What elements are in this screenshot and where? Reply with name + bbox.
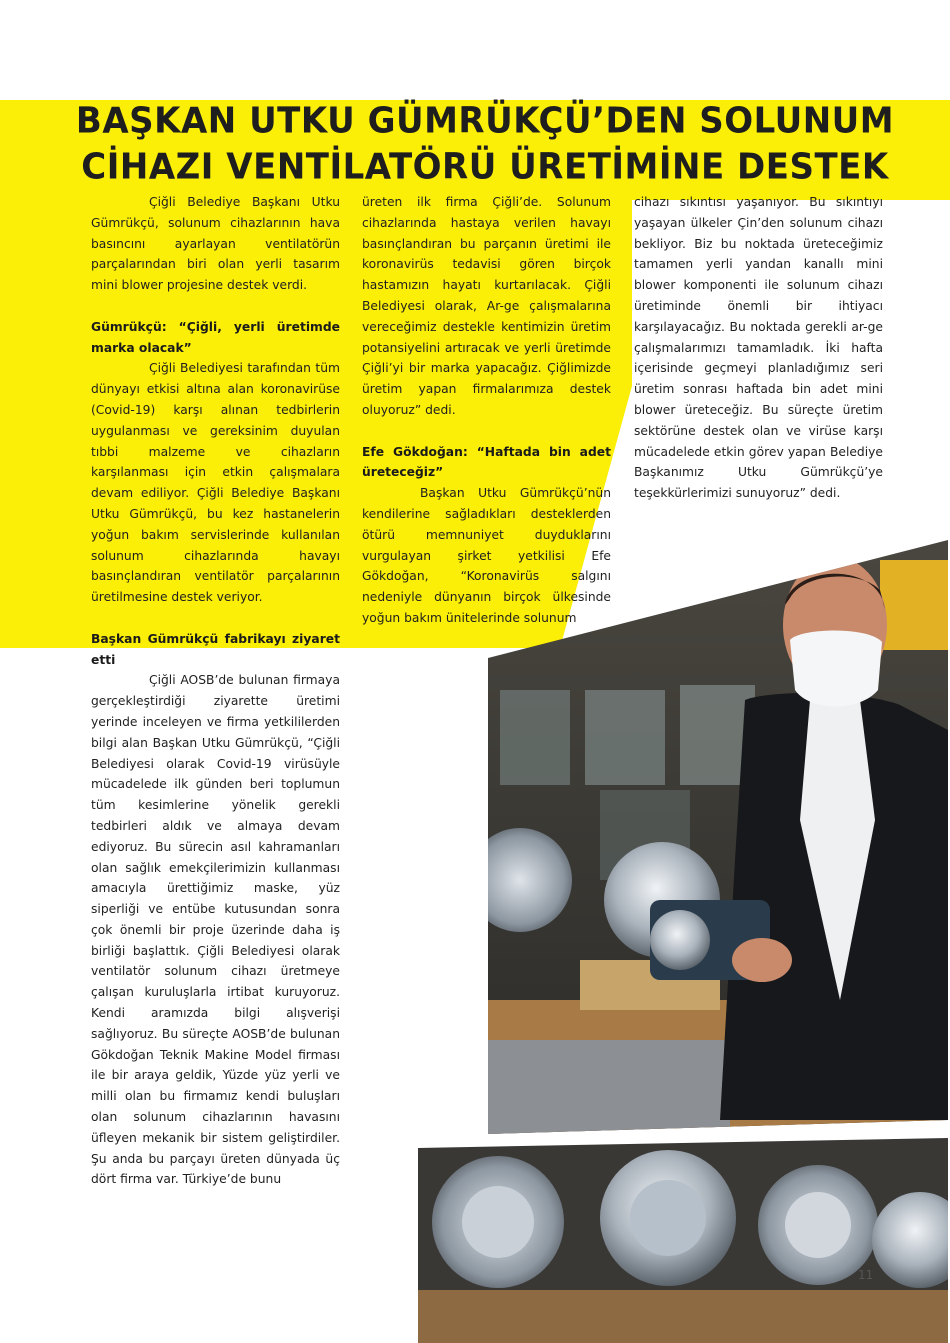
body-paragraph: Çiğli AOSB’de bulunan firmaya gerçekleştirdiği ziyarette üretimi yerinde inceleyen ve firma yetkililerden bilgi alan Başkan Utku Gümrükçü, “Çiğli Belediyesi olarak Covid-19 virüsüyle mücadelede ilk günden beri toplumun tüm kesimlerine yönelik gerekli tedbirleri aldık ve almaya devam ediyoruz. Bu sürecin asıl kahramanları olan sağlık emekçilerimizin kullanması amacıyla ürettiğimiz maske, yüz siperliği ve entübe kutusundan sonra çok önemli bir proje üzerinde daha iş birliği başlattık. Çiğli Belediyesi olarak ventilatör solunum cihazı üretmeye çalışan kuruluşlarla irtibat kuruyoruz. Kendi aramızda bilgi alışverişi sağlıyoruz. Bu süreçte AOSB’de bulunan Gökdoğan Teknik Makine Model firması ile bir araya geldik, Yüzde yüz yerli ve milli olan bu firmamız kendi buluşları olan solunum cihazlarının havasını üfleyen mekanik bir sistem geliştirdiler. Şu anda bu parçayı üreten dünyada üç dört firma var. Türkiye’de bunu	[91, 673, 340, 1187]
intro-paragraph: Çiğli Belediye Başkanı Utku Gümrükçü, solunum cihazlarının hava basıncını ayarlayan ventilatörün parçalarından biri olan yerli tasarım mini blower projesine destek verdi.	[91, 195, 340, 293]
body-paragraph: Başkan Utku Gümrükçü’nün kendilerine sağladıkları desteklerden ötürü memnuniyet duyduklarını vurgulayan şirket yetkilisi Efe Gökdoğan, “Koronavirüs salgını nedeniyle dünyanın birçok ülkesinde yoğun bakım ünitelerinde solunum	[362, 486, 611, 625]
headline-line-2: CİHAZI VENTİLATÖRÜ ÜRETİMİNE DESTEK	[81, 146, 889, 189]
section-heading-gokdogan: Efe Gökdoğan: “Haftada bin adet üreteceğiz”	[362, 444, 611, 480]
text-column-3	[634, 192, 883, 504]
headline-line-1: BAŞKAN UTKU GÜMRÜKÇÜ’DEN SOLUNUM	[75, 99, 895, 142]
section-heading-gumrukcu: Gümrükçü: “Çiğli, yerli üretimde marka olacak”	[91, 319, 340, 355]
section-heading-factory-visit: Başkan Gümrükçü fabrikayı ziyaret etti	[91, 631, 340, 667]
text-column-1	[91, 192, 340, 1190]
article-headline	[60, 98, 910, 190]
body-paragraph: Çiğli Belediyesi tarafından tüm dünyayı etkisi altına alan koronavirüse (Covid-19) karşı alınan tedbirlerin uygulanması ve gereksinim duyulan tıbbi malzeme ve cihazların karşılanması için etkin çalışmalara devam ediliyor. Çiğli Belediye Başkanı Utku Gümrükçü, bu kez hastanelerin yoğun bakım servislerinde kullanılan solunum cihazlarında havayı basınçlandıran ventilatör parçalarının üretilmesine destek veriyor.	[91, 361, 340, 605]
text-column-2	[362, 192, 611, 629]
page-number: 11	[858, 1268, 874, 1282]
blowers-photo	[418, 1138, 950, 1343]
body-paragraph: cihazı sıkıntısı yaşanıyor. Bu sıkıntıyı yaşayan ülkeler Çin’den solunum cihazı bekliyor. Biz bu noktada üreteceğimiz tamamen yerli yandan kanallı mini blower komponenti ile solunum cihazı üretiminde önemli bir ihtiyacı karşılayacağız. Bu noktada gerekli ar-ge çalışmalarımızı tamamladık. İki hafta içerisinde geçmeyi planladığımız seri üretim sonrası haftada bin adet mini blower üreteceğiz. Bu süreçte üretim sektörüne destek olan ve virüse karşı mücadelede etkin görev yapan Belediye Başkanımız Utku Gümrükçü’ye teşekkürlerimizi sunuyoruz” dedi.	[634, 195, 883, 501]
body-paragraph: üreten ilk firma Çiğli’de. Solunum cihazlarında hastaya verilen havayı basınçlandıran bu parçanın üretimi ile koronavirüs tedavisi gören birçok hastamızın hayatı kurtarılacak. Çiğli Belediyesi olarak, Ar-ge çalışmalarına vereceğimiz destekle kentimizin üretim potansiyelini artıracak ve yerli üretimde Çiğli’yi bir marka yapacağız. Çiğlimizde üretim yapan firmalarımıza destek oluyoruz” dedi.	[362, 195, 611, 417]
